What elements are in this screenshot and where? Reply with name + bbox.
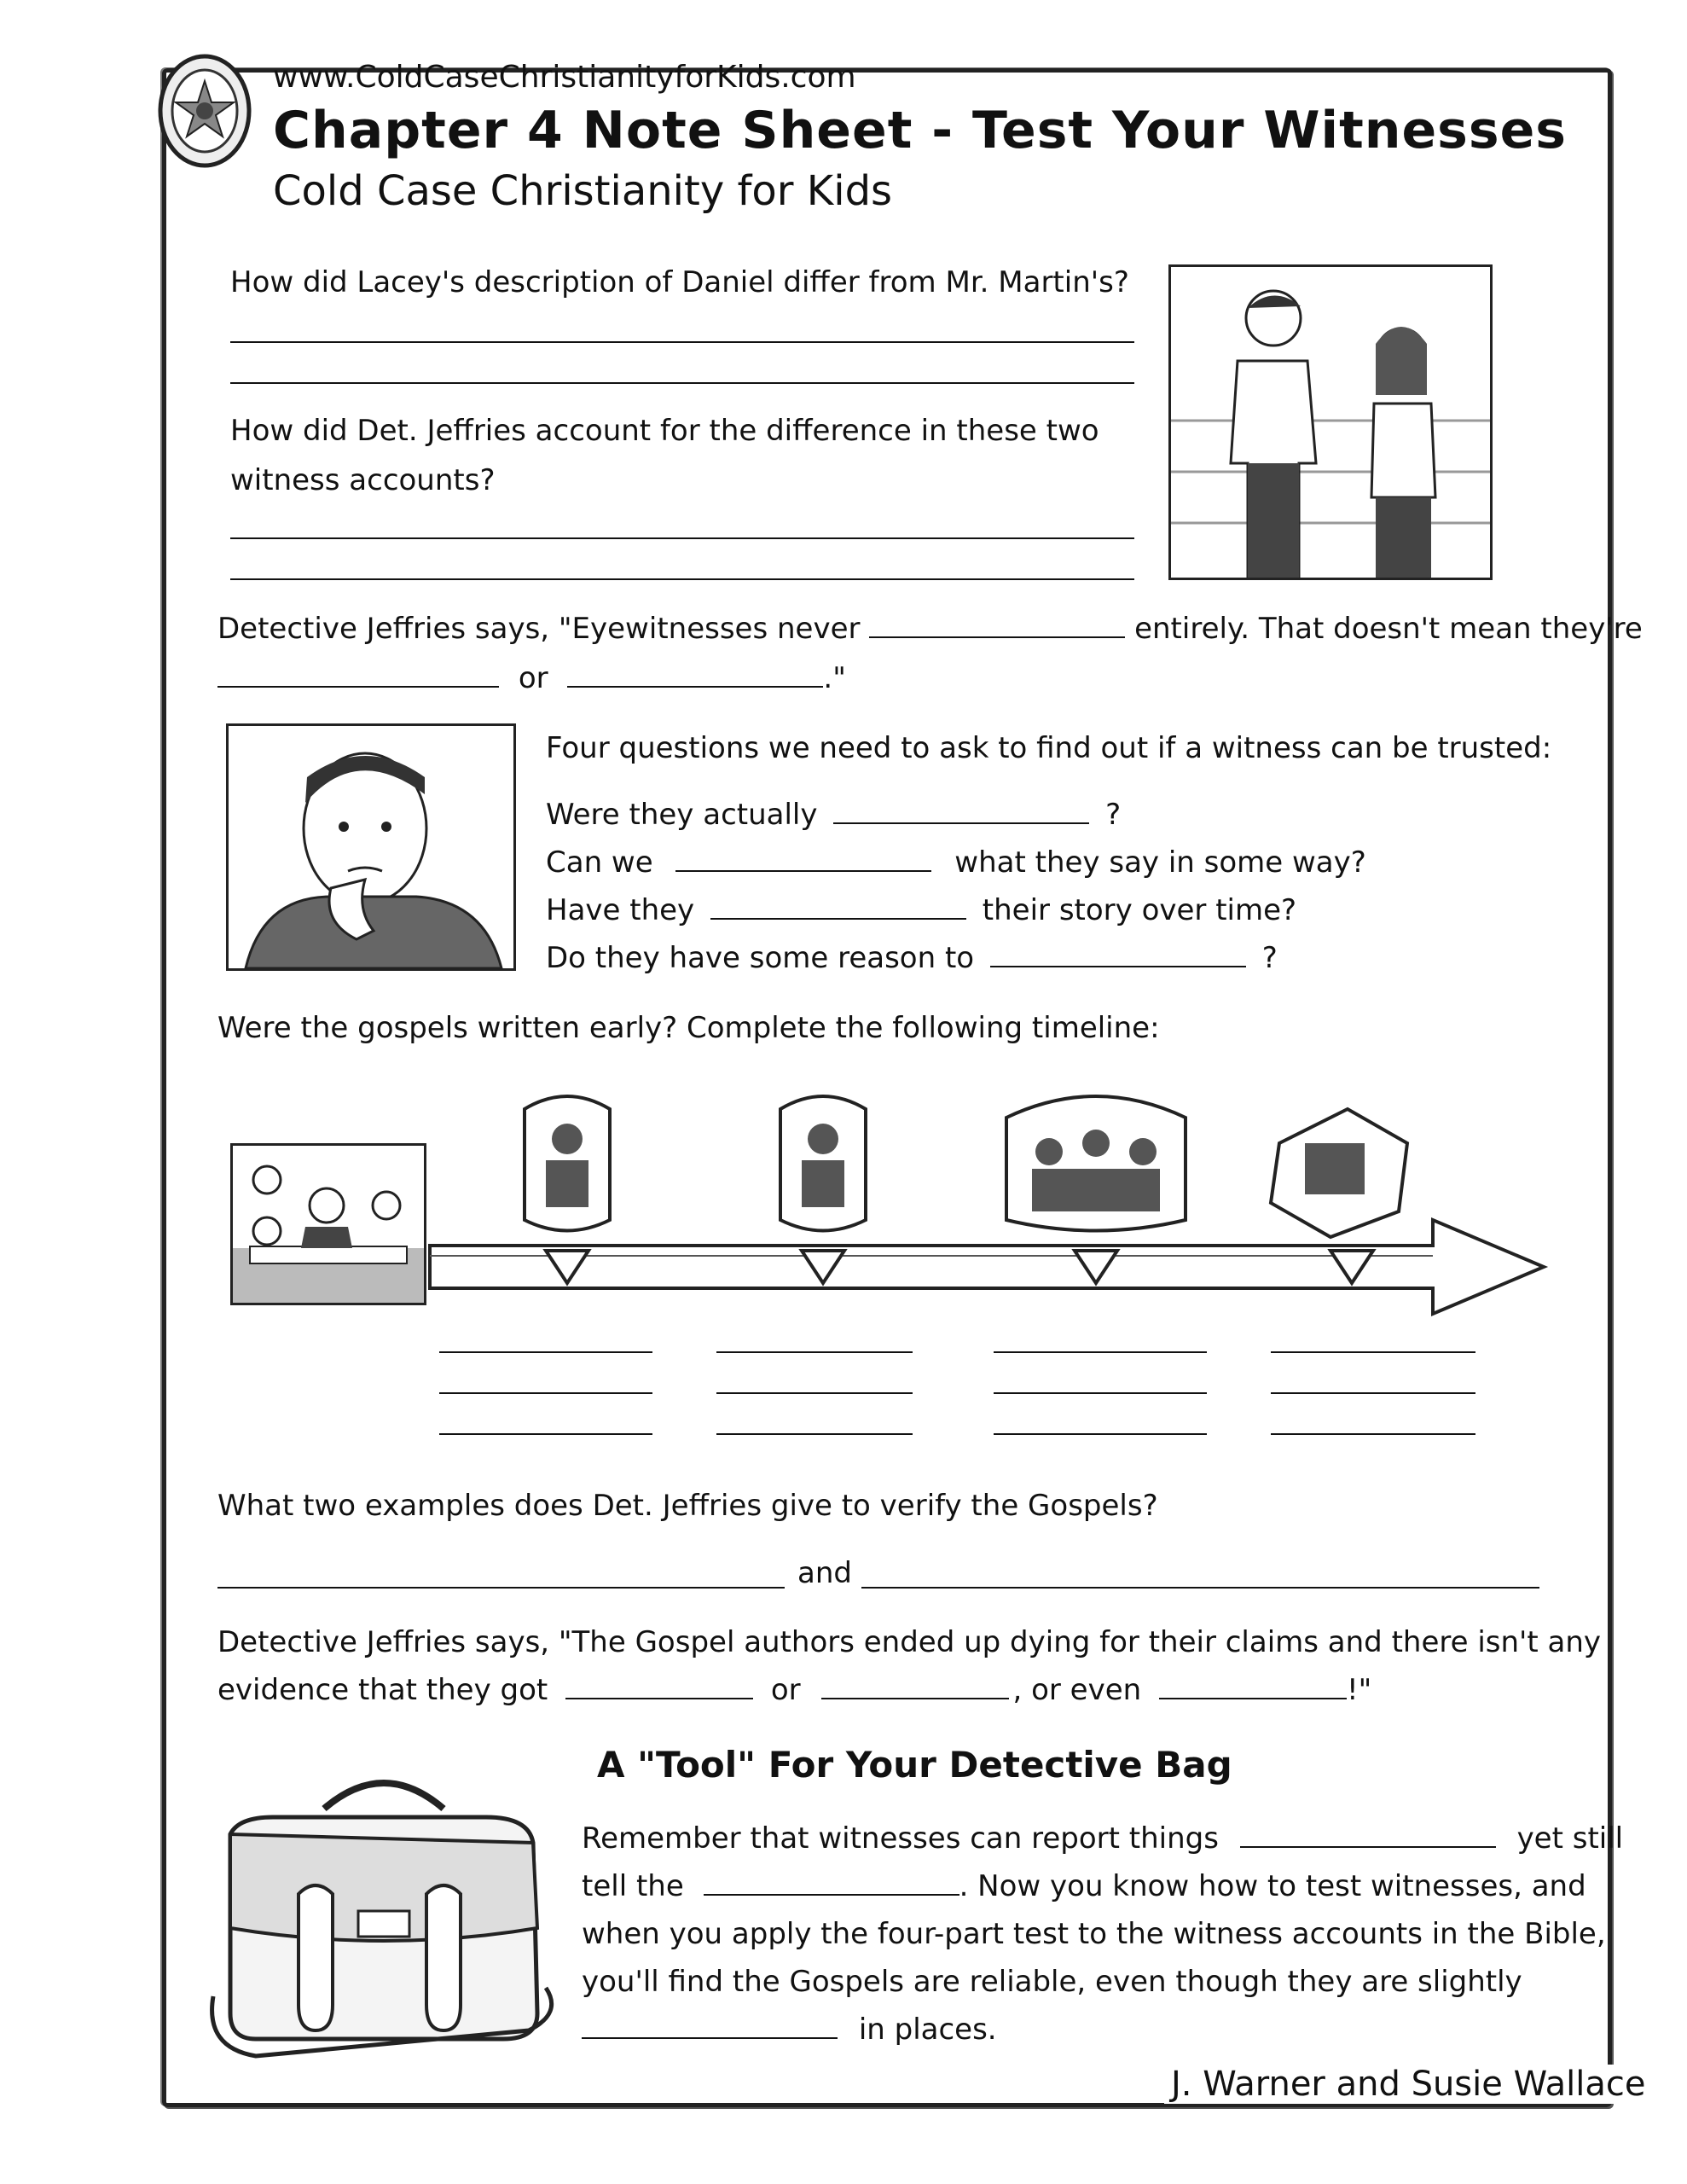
verify-and: and [797,1556,852,1590]
timeline-answer-line[interactable] [1271,1351,1475,1353]
four-question-2 [546,839,1366,886]
answer-line[interactable] [230,537,1134,539]
blank-field[interactable] [1240,1821,1496,1848]
answer-line[interactable] [230,578,1134,580]
blank-field[interactable] [675,845,931,872]
question-2-line2: witness accounts? [230,463,496,497]
detective-bag-illustration [205,1757,563,2065]
tool-line1 [582,1815,1623,1862]
blank-field[interactable] [821,1672,1009,1699]
timeline-answer-line[interactable] [994,1433,1207,1435]
quote-1-line2 [217,655,846,701]
author-signature: J. Warner and Susie Wallace [1164,2065,1652,2104]
timeline-prompt: Were the gospels written early? Complete the following timeline: [217,1011,1160,1045]
two-kids-talking-illustration [1168,264,1493,580]
blank-field[interactable] [869,611,1125,638]
tool-line3: when you apply the four-part test to the witness accounts in the Bible, [582,1917,1606,1951]
four-question-1 [546,792,1121,838]
verify-prompt: What two examples does Det. Jeffries give to verify the Gospels? [217,1489,1158,1523]
question-2-line1: How did Det. Jeffries account for the difference in these two [230,414,1099,448]
tool-title: A "Tool" For Your Detective Bag [597,1744,1232,1786]
tool-line4: you'll find the Gospels are reliable, even though they are slightly [582,1965,1522,1999]
answer-line[interactable] [861,1587,1539,1589]
thinking-boy-illustration [226,723,516,971]
answer-line[interactable] [217,1587,785,1589]
tool-text: Remember that witnesses can report things [582,1821,1219,1856]
question-text: ? [1105,798,1122,832]
quote-2-text: evidence that they got [217,1673,548,1707]
tool-line5 [582,2007,997,2053]
quote-2-text: !" [1347,1673,1372,1707]
timeline-answer-line[interactable] [716,1433,913,1435]
timeline-answer-line[interactable] [1271,1392,1475,1394]
blank-field[interactable] [217,660,499,688]
blank-field[interactable] [833,797,1089,824]
tool-line2 [582,1863,1586,1909]
quote-2-line2 [217,1667,1371,1713]
four-question-3 [546,887,1296,933]
blank-field[interactable] [704,1868,959,1896]
answer-line[interactable] [230,341,1134,343]
page-subtitle: Cold Case Christianity for Kids [273,167,893,215]
question-text: Have they [546,893,695,927]
quote-2-text: , or even [1012,1673,1142,1707]
blank-field[interactable] [1159,1672,1347,1699]
tool-text: in places. [858,2013,997,2047]
blank-field[interactable] [582,2012,838,2039]
blank-field[interactable] [710,892,966,920]
quote-2-line1: Detective Jeffries says, "The Gospel authors ended up dying for their claims and there isn't any [217,1625,1602,1659]
timeline-answer-line[interactable] [439,1392,652,1394]
question-text: Can we [546,845,653,880]
tool-text: tell the [582,1869,684,1903]
blank-field[interactable] [990,940,1246,967]
tool-text: yet still [1516,1821,1624,1856]
tool-text: . Now you know how to test witnesses, and [959,1869,1586,1903]
quote-1-text: ." [823,661,846,695]
quote-1-text: entirely. That doesn't mean they're [1134,612,1643,646]
timeline-answer-line[interactable] [994,1392,1207,1394]
police-badge-icon [154,51,256,171]
question-text: ? [1261,941,1278,975]
quote-1-text: or [518,661,548,695]
quote-1-text: Detective Jeffries says, "Eyewitnesses never [217,612,861,646]
blank-field[interactable] [567,660,823,688]
question-text: Do they have some reason to [546,941,975,975]
timeline-arrow [426,1092,1561,1331]
timeline-answer-line[interactable] [994,1351,1207,1353]
quote-2-text: or [770,1673,801,1707]
page-title: Chapter 4 Note Sheet - Test Your Witnesses [273,101,1568,160]
four-question-4 [546,935,1278,981]
timeline-answer-line[interactable] [439,1433,652,1435]
question-text: their story over time? [982,893,1297,927]
timeline-answer-line[interactable] [716,1351,913,1353]
answer-line[interactable] [230,382,1134,384]
timeline-answer-line[interactable] [1271,1433,1475,1435]
four-questions-intro: Four questions we need to ask to find out if a witness can be trusted: [546,731,1552,765]
question-text: what they say in some way? [954,845,1366,880]
timeline-answer-line[interactable] [439,1351,652,1353]
timeline-answer-line[interactable] [716,1392,913,1394]
blank-field[interactable] [565,1672,753,1699]
website-url[interactable]: www.ColdCaseChristianityforKids.com [273,60,856,95]
question-1: How did Lacey's description of Daniel differ from Mr. Martin's? [230,265,1129,299]
last-supper-illustration [230,1143,426,1305]
quote-1-line1 [217,606,1643,652]
question-text: Were they actually [546,798,818,832]
